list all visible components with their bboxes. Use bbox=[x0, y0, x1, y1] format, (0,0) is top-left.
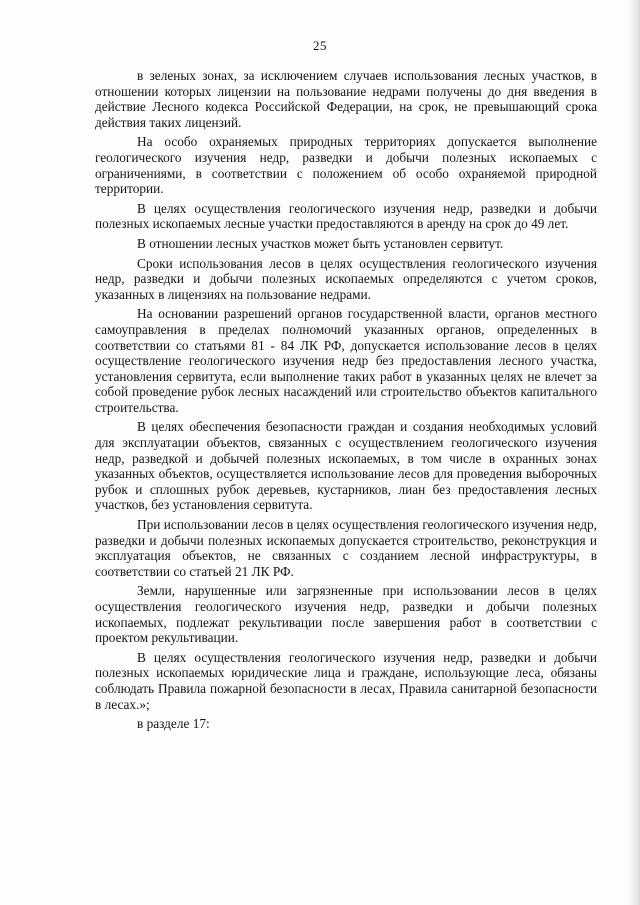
page-number: 25 bbox=[313, 38, 327, 53]
paragraph-usage-terms: Сроки использования лесов в целях осуществления геологического изучения недр, разведки и добычи полезных ископаемых определяются с учетом сроков, указанных в лицензиях на пользование недрами. bbox=[95, 255, 597, 302]
paragraph-lease-term: В целях осуществления геологического изучения недр, разведки и добычи полезных ископаемых лесные участки предоставляются в аренду на срок до 49 лет. bbox=[95, 200, 597, 232]
document-body bbox=[95, 68, 597, 732]
paragraph-recultivation: Земли, нарушенные или загрязненные при использовании лесов в целях осуществления геологического изучения недр, разведки и добычи полезных ископаемых, подлежат рекультивации после завершения работ в соответствии с проектом рекультивации. bbox=[95, 583, 597, 646]
paragraph-permits: На основании разрешений органов государственной власти, органов местного самоуправления в пределах полномочий указанных органов, определенных в соответствии со статьями 81 - 84 ЛК РФ, допускается использование лесов в целях осуществление геологического изучения недр без предоставления лесного участка, установления сервитута, если выполнение таких работ в указанных целях не влечет за собой проведение рубок лесных насаждений или строительство объектов капитального строительства. bbox=[95, 306, 597, 415]
paragraph-construction: При использовании лесов в целях осуществления геологического изучения недр, разведки и добычи полезных ископаемых допускается строительство, реконструкция и эксплуатация объектов, не связанных с созданием лесной инфраструктуры, в соответствии со статьей 21 ЛК РФ. bbox=[95, 517, 597, 579]
paragraph-green-zones: в зеленых зонах, за исключением случаев использования лесных участков, в отношении которых лицензии на пользование недрами получены до дня введения в действие Лесного кодекса Российской Федерации, на срок, не превышающий срока действия таких лицензий. bbox=[95, 68, 597, 130]
paragraph-safety: В целях обеспечения безопасности граждан и создания необходимых условий для эксплуатации объектов, связанных с осуществлением геологического изучения недр, разведкой и добычей полезных ископаемых, в том числе в охранных зонах указанных объектов, осуществляется использование лесов для проведения выборочных рубок и сплошных рубок деревьев, кустарников, лиан без предоставления лесных участков, без установления сервитута. bbox=[95, 419, 597, 513]
paragraph-fire-safety: В целях осуществления геологического изучения недр, разведки и добычи полезных ископаемых юридические лица и граждане, использующие леса, обязаны соблюдать Правила пожарной безопасности в лесах, Правила санитарной безопасности в лесах.»; bbox=[95, 649, 597, 712]
paragraph-section-17: в разделе 17: bbox=[137, 716, 210, 732]
paragraph-servitude: В отношении лесных участков может быть установлен сервитут. bbox=[137, 235, 504, 251]
paragraph-protected-territories: На особо охраняемых природных территориях допускается выполнение геологического изучения недр, разведки и добычи полезных ископаемых с ограничениями, в соответствии с положением об особо охраняемой природной территории. bbox=[95, 134, 597, 197]
page-edge-shadow bbox=[626, 0, 640, 905]
